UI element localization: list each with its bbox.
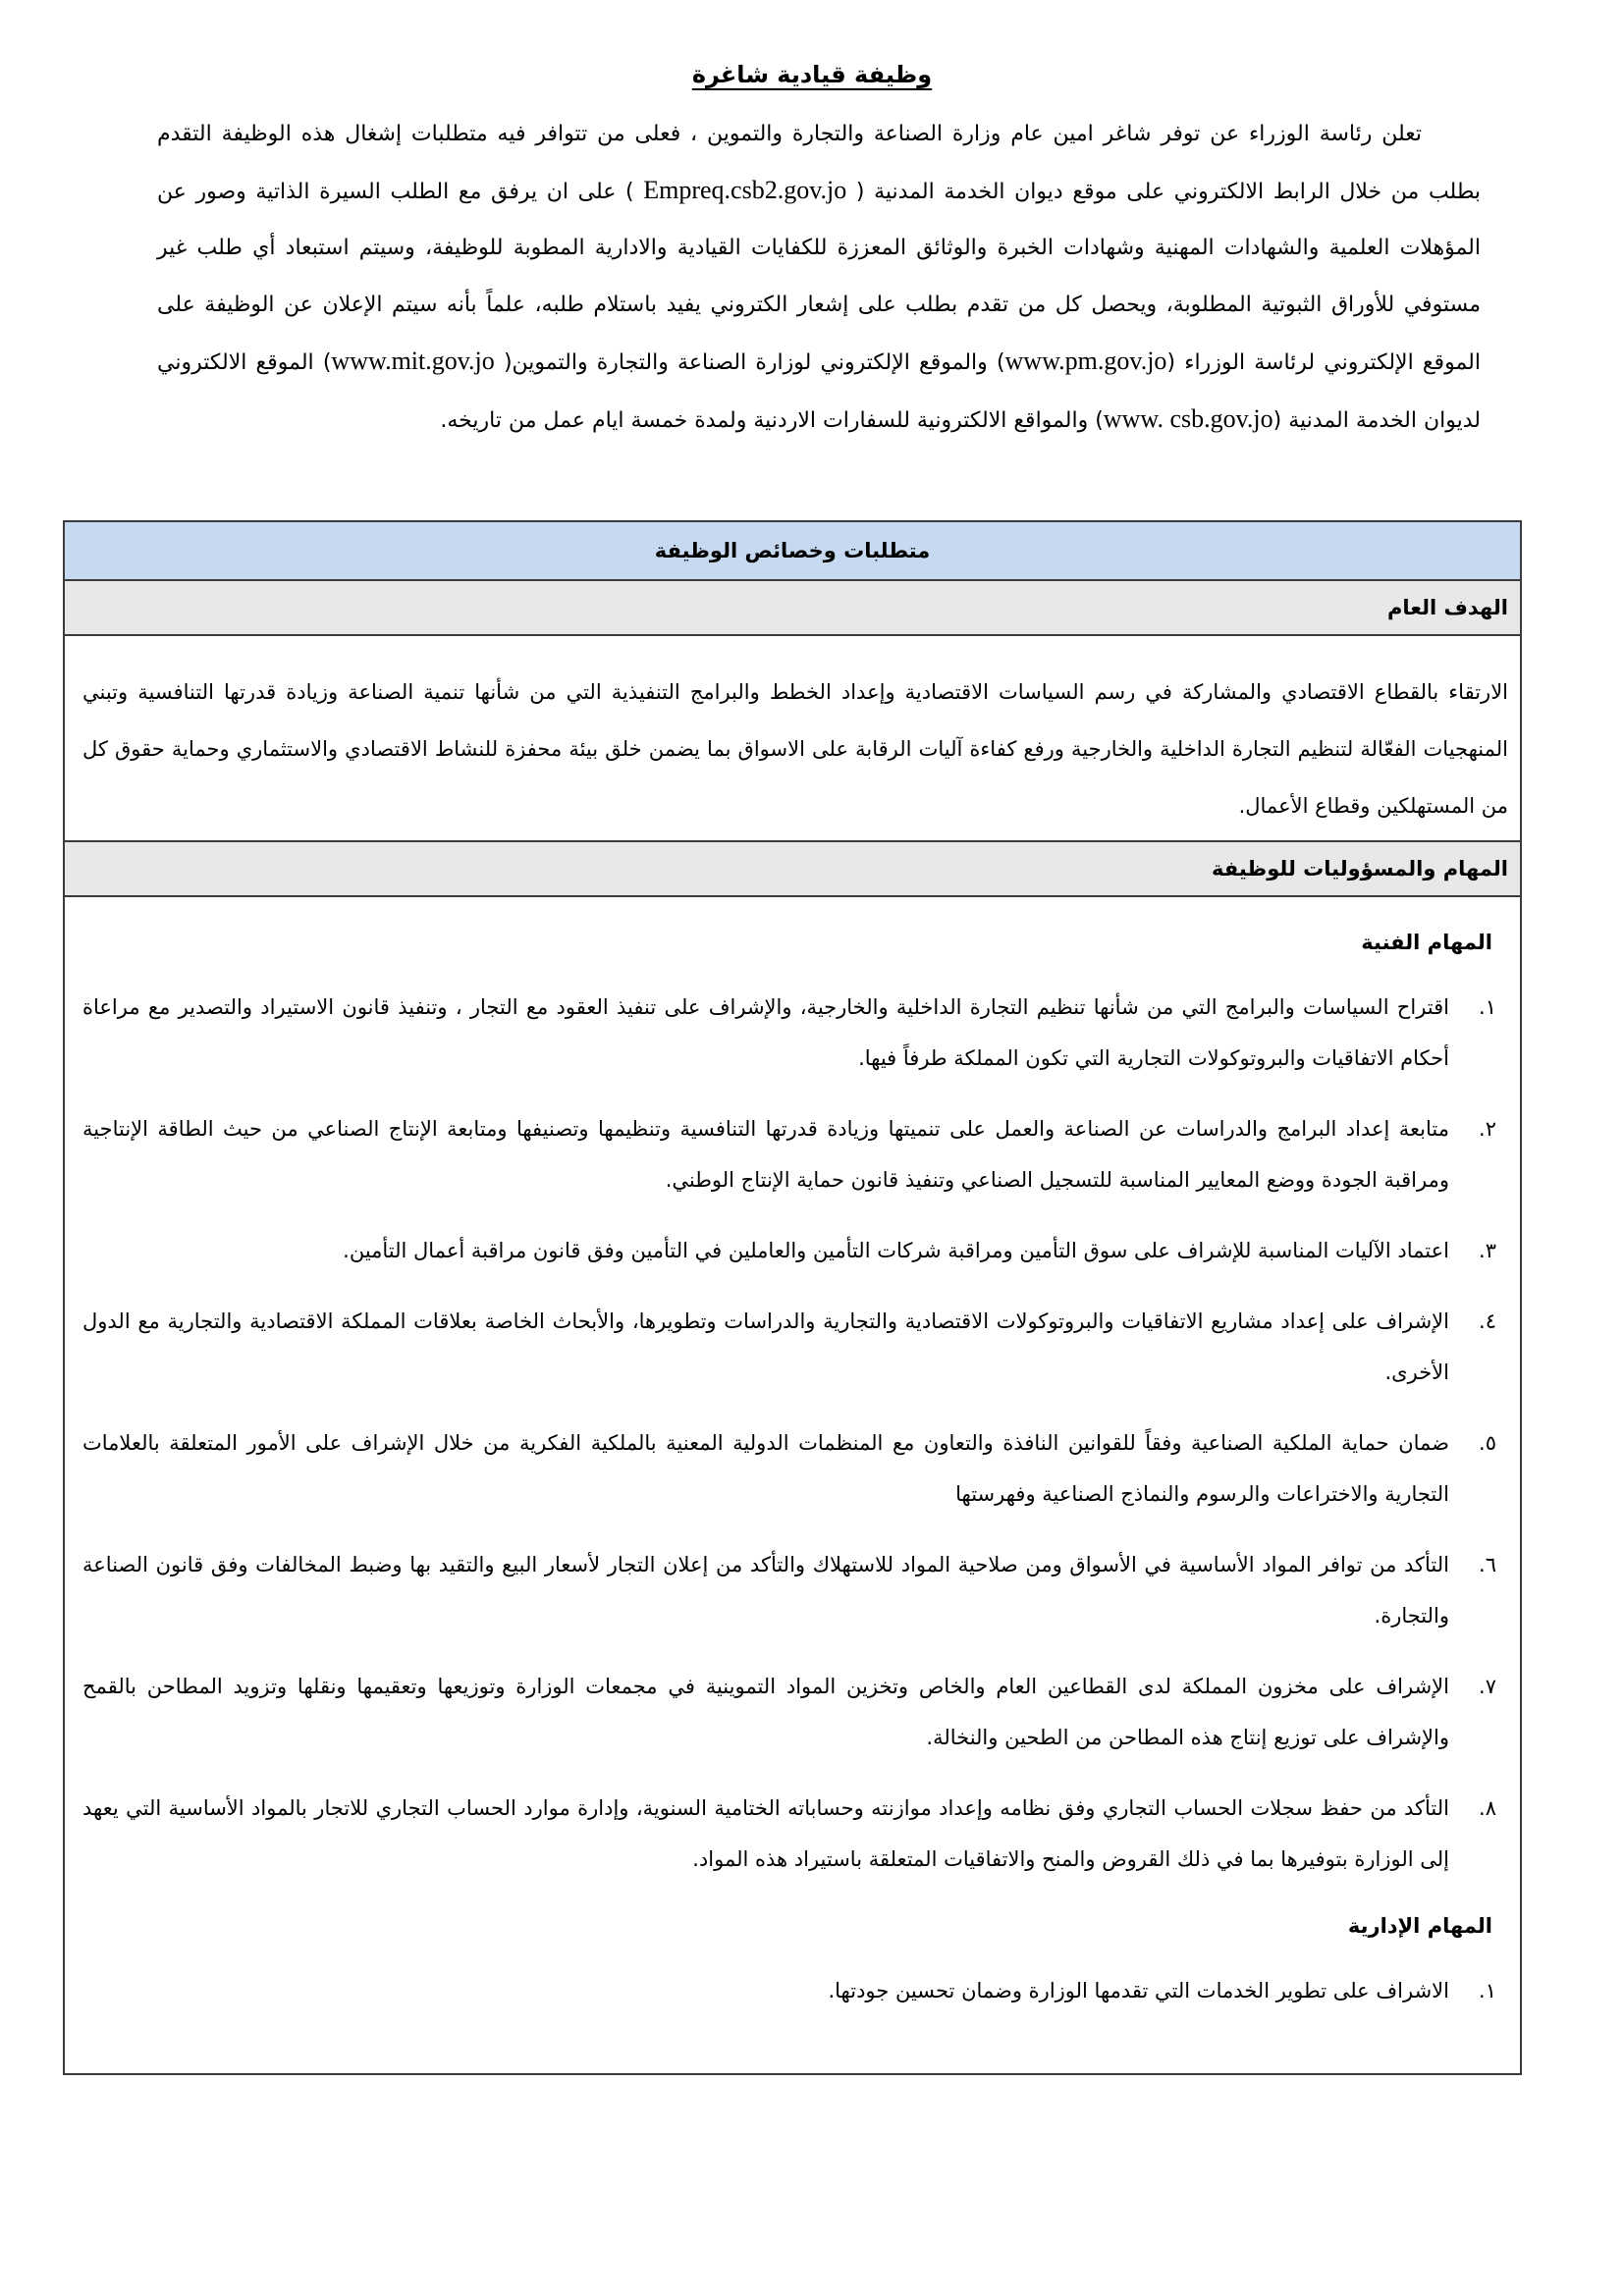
list-item-text: الإشراف على مخزون المملكة لدى القطاعين العام والخاص وتخزين المواد التموينية في مجمعات الوزارة وتوزيعها وتعقيمها ونقلها وتزويد المطاحن بالقمح والإشراف على توزيع إنتاج هذه المطاحن من الطحين والنخالة. xyxy=(82,1675,1449,1749)
tasks-body xyxy=(65,897,1520,2016)
table-header: متطلبات وخصائص الوظيفة xyxy=(65,522,1520,581)
list-item-number: ٥. xyxy=(1479,1431,1496,1455)
list-item-text: اقتراح السياسات والبرامج التي من شأنها تنظيم التجارة الداخلية والخارجية، والإشراف على تنفيذ العقود مع التجار ، وتنفيذ قانون الاستيراد والتصدير مع مراعاة أحكام الاتفاقيات والبروتوكولات التجارية التي تكون المملكة طرفاً فيها. xyxy=(82,995,1449,1070)
goal-text: الارتقاء بالقطاع الاقتصادي والمشاركة في رسم السياسات الاقتصادية وإعداد الخطط والبرامج التنفيذية التي من شأنها تنمية الصناعة وزيادة قدرتها التنافسية وتبني المنهجيات الفعّالة لتنظيم التجارة الداخلية والخارجية ورفع كفاءة آليات الرقابة على الاسواق بما يضمن خلق بيئة محفزة للنشاط الاقتصادي والاستثماري وحماية حقوق كل من المستهلكين وقطاع الأعمال. xyxy=(65,636,1520,842)
list-item-number: ١. xyxy=(1479,1979,1496,2002)
list-item-text: التأكد من توافر المواد الأساسية في الأسواق ومن صلاحية المواد للاستهلاك والتأكد من إعلان التجار لأسعار البيع والتقيد بها وضبط المخالفات وفق قانون الصناعة والتجارة. xyxy=(82,1553,1449,1628)
list-item xyxy=(82,1965,1508,2016)
pm-link: www.pm.gov.jo xyxy=(1004,346,1167,375)
empreq-link: Empreq.csb2.gov.jo xyxy=(643,176,847,205)
administrative-tasks-heading: المهام الإدارية xyxy=(1347,1914,1492,1938)
list-item xyxy=(82,1225,1508,1276)
list-item-text: متابعة إعداد البرامج والدراسات عن الصناعة والعمل على تنميتها وزيادة قدرتها التنافسية وتنظيمها وتصنيفها ومتابعة الإنتاج الصناعي من حيث الطاقة الإنتاجية ومراقبة الجودة ووضع المعايير المناسبة للتسجيل الصناعي وتنفيذ قانون حماية الإنتاج الوطني. xyxy=(82,1117,1449,1192)
list-item-number: ٨. xyxy=(1479,1796,1496,1820)
list-item-number: ٧. xyxy=(1479,1675,1496,1698)
requirements-table xyxy=(63,520,1522,2075)
list-item xyxy=(82,982,1508,1084)
list-item xyxy=(82,1296,1508,1398)
list-item-number: ٦. xyxy=(1479,1553,1496,1576)
document-title-text: وظيفة قيادية شاغرة xyxy=(691,61,933,88)
list-item xyxy=(82,1417,1508,1520)
tasks-heading: المهام والمسؤوليات للوظيفة xyxy=(65,842,1520,897)
list-item xyxy=(82,1783,1508,1885)
goal-heading: الهدف العام xyxy=(65,581,1520,636)
list-item xyxy=(82,1661,1508,1763)
intro-text-2: ) على ان يرفق مع الطلب السيرة الذاتية وصور عن المؤهلات العلمية والشهادات المهنية وشهادات الخبرة والوثائق المعززة للكفايات القيادية والادارية المطوبة للوظيفة، وسيتم استبعاد أي طلب غير مستوفي للأوراق الثبوتية المطلوبة، ويحصل كل من تقدم بطلب على إشعار الكتروني يفيد باستلام طلبه، علماً بأنه سيتم الإعلان عن الوظيفة على الموقع الإلكتروني لرئاسة الوزراء ( xyxy=(157,180,1481,375)
list-item-text: اعتماد الآليات المناسبة للإشراف على سوق التأمين ومراقبة شركات التأمين والعاملين في التأمين وفق قانون مراقبة أعمال التأمين. xyxy=(343,1239,1449,1262)
intro-text-1: تعلن رئاسة الوزراء عن توفر شاغر امين عام وزارة الصناعة والتجارة والتموين ، فعلى من تتوافر فيه متطلبات إشغال هذه الوظيفة التقدم بطلب من خلال الرابط الالكتروني على موقع ديوان الخدمة المدنية ( xyxy=(157,122,1481,205)
administrative-tasks-list xyxy=(82,1965,1508,2016)
intro-text-5: ) والمواقع الالكترونية للسفارات الاردنية ولمدة خمسة ايام عمل من تاريخه. xyxy=(440,408,1104,434)
intro-text-4: ) الموقع الالكتروني لديوان الخدمة المدنية ( xyxy=(157,349,1481,434)
intro-paragraph xyxy=(157,106,1481,449)
technical-tasks-list xyxy=(82,982,1508,1885)
document-title xyxy=(0,55,1624,94)
list-item xyxy=(82,1103,1508,1205)
csb-link: www. csb.gov.jo xyxy=(1103,404,1273,434)
list-item-text: الاشراف على تطوير الخدمات التي تقدمها الوزارة وضمان تحسين جودتها. xyxy=(828,1979,1449,2002)
mit-link: www.mit.gov.jo xyxy=(331,346,495,375)
list-item-number: ٤. xyxy=(1479,1309,1496,1333)
intro-text-3: ) والموقع الإلكتروني لوزارة الصناعة والتجارة والتموين( xyxy=(503,349,1005,375)
list-item-number: ٢. xyxy=(1479,1117,1496,1141)
list-item-text: ضمان حماية الملكية الصناعية وفقاً للقوانين النافذة والتعاون مع المنظمات الدولية المعنية بالملكية الفكرية من خلال الإشراف على الأمور المتعلقة بالعلامات التجارية والاختراعات والرسوم والنماذج الصناعية وفهرستها xyxy=(82,1431,1449,1506)
list-item xyxy=(82,1539,1508,1641)
list-item-number: ١. xyxy=(1479,995,1496,1019)
list-item-text: الإشراف على إعداد مشاريع الاتفاقيات والبروتوكولات الاقتصادية والتجارية والدراسات وتطويرها، والأبحاث الخاصة بعلاقات المملكة الاقتصادية والتجارية مع الدول الأخرى. xyxy=(82,1309,1449,1384)
technical-tasks-heading: المهام الفنية xyxy=(1361,931,1492,954)
list-item-text: التأكد من حفظ سجلات الحساب التجاري وفق نظامه وإعداد موازنته وحساباته الختامية السنوية، وإدارة موارد الحساب التجاري للاتجار بالمواد الأساسية التي يعهد إلى الوزارة بتوفيرها بما في ذلك القروض والمنح والاتفاقيات المتعلقة باستيراد هذه المواد. xyxy=(82,1796,1449,1871)
list-item-number: ٣. xyxy=(1479,1239,1496,1262)
